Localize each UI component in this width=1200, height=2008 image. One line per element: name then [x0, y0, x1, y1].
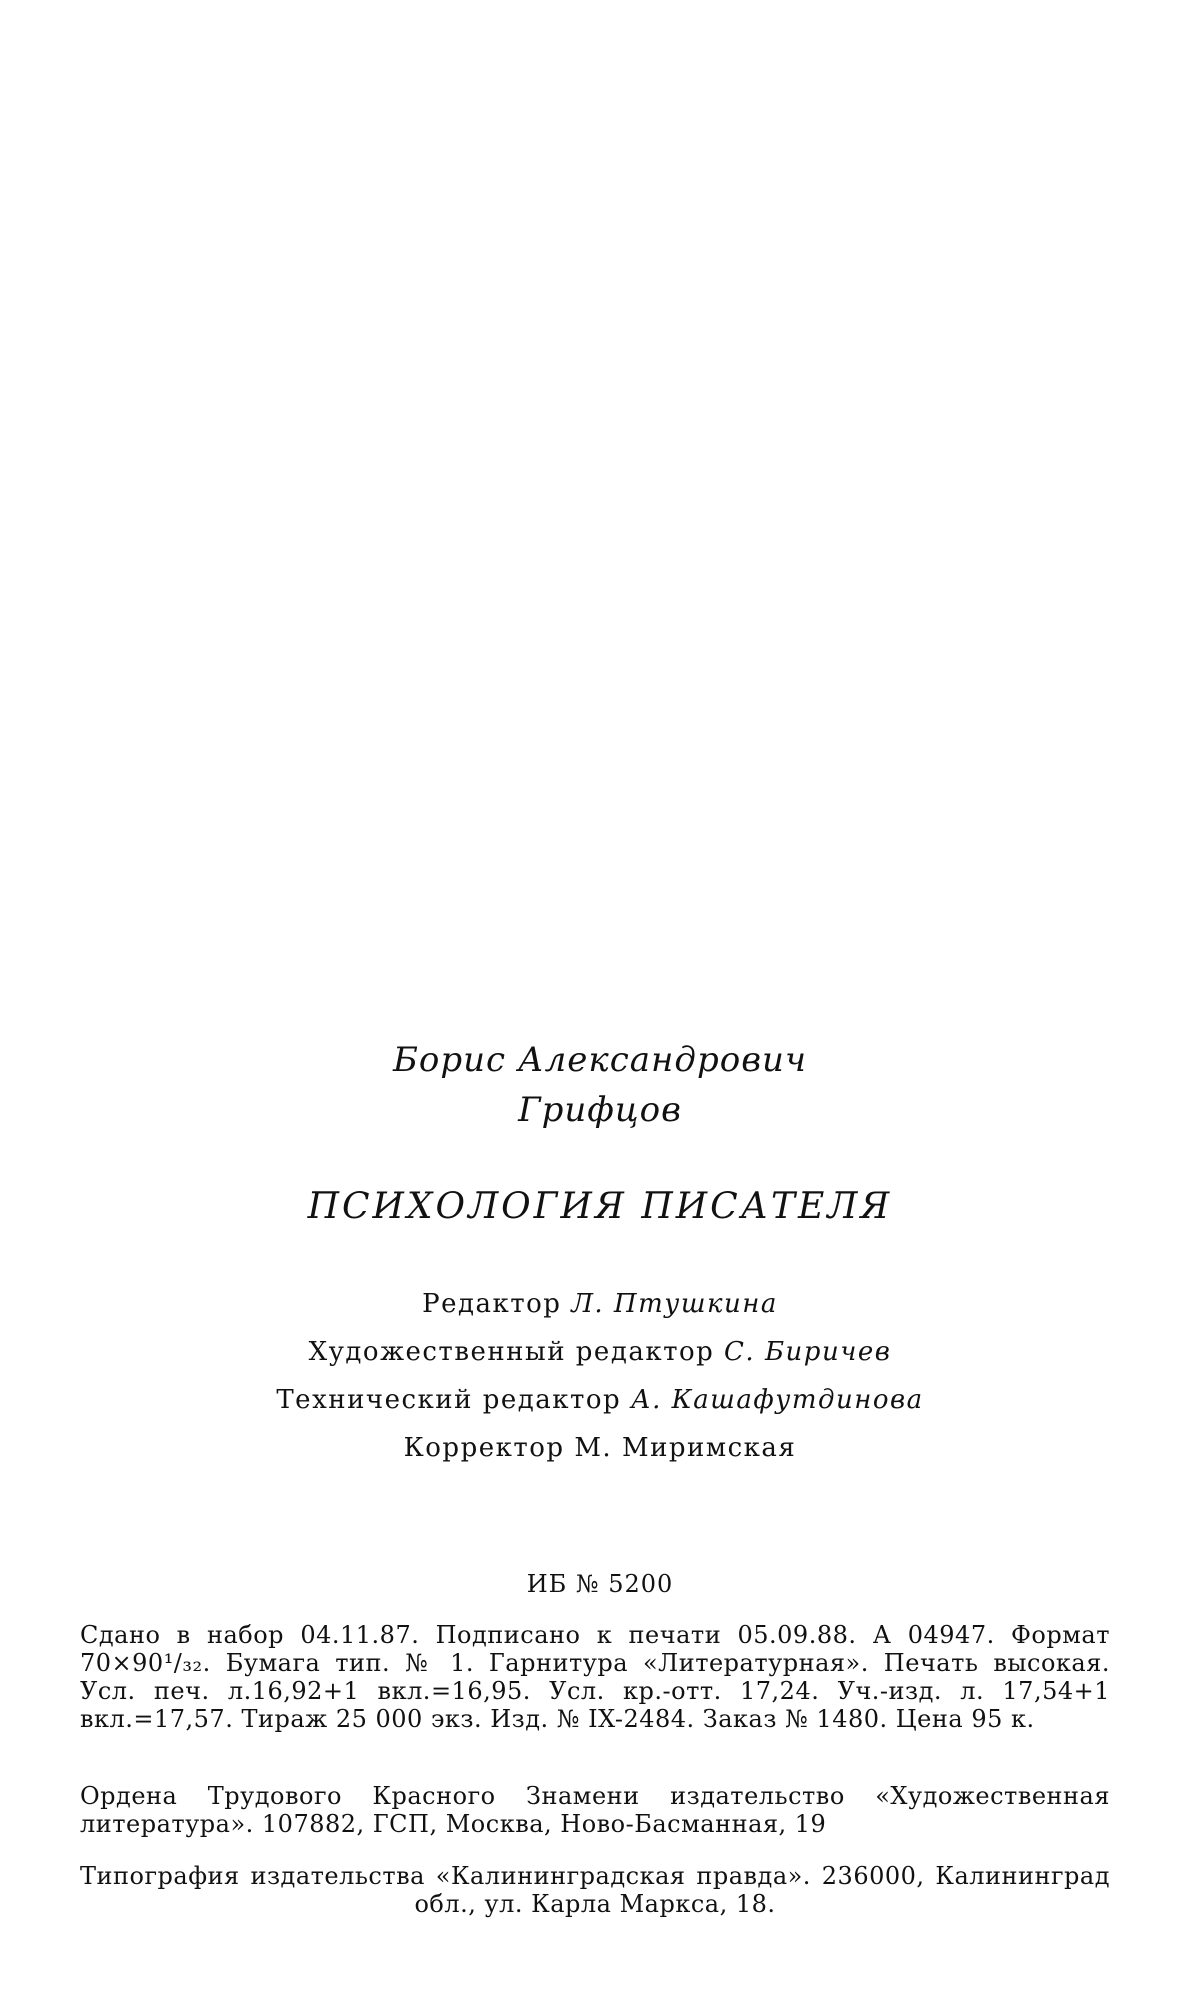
- credit-role: Художественный редактор: [308, 1337, 715, 1367]
- credit-technical-editor: [0, 1376, 1200, 1424]
- credit-name: Л. Птушкина: [571, 1289, 778, 1319]
- typography-info: Типография издательства «Калининградская правда». 236000, Калининград обл., ул. Карла Маркса, 18.: [80, 1862, 1110, 1918]
- ib-number: ИБ № 5200: [526, 1570, 674, 1598]
- credit-name: А. Кашафутдинова: [630, 1385, 924, 1415]
- credit-editor: [0, 1280, 1200, 1328]
- author-last-name: Грифцов: [518, 1090, 682, 1130]
- credit-role: Редактор: [422, 1289, 562, 1319]
- author-first-name: Борис Александрович: [392, 1040, 808, 1080]
- credit-name: М. Миримская: [574, 1433, 797, 1463]
- print-details: Сдано в набор 04.11.87. Подписано к печати 05.09.88. А 04947. Формат 70×90¹/₃₂. Бумага тип. № 1. Гарнитура «Литературная». Печать высокая. Усл. печ. л.16,92+1 вкл.=16,95. Усл. кр.-отт. 17,24. Уч.-изд. л. 17,54+1 вкл.=17,57. Тираж 25 000 экз. Изд. № IX-2484. Заказ № 1480. Цена 95 к.: [80, 1621, 1110, 1733]
- credit-role: Корректор: [403, 1433, 565, 1463]
- credit-art-editor: [0, 1328, 1200, 1376]
- credit-name: С. Биричев: [724, 1337, 892, 1367]
- credit-proofreader: [0, 1424, 1200, 1472]
- publisher-info: Ордена Трудового Красного Знамени издательство «Художественная литература». 107882, ГСП, Москва, Ново-Басманная, 19: [80, 1782, 1110, 1838]
- book-title: ПСИХОЛОГИЯ ПИСАТЕЛЯ: [307, 1186, 893, 1227]
- credit-role: Технический редактор: [276, 1385, 622, 1415]
- credits-block: [0, 1280, 1200, 1472]
